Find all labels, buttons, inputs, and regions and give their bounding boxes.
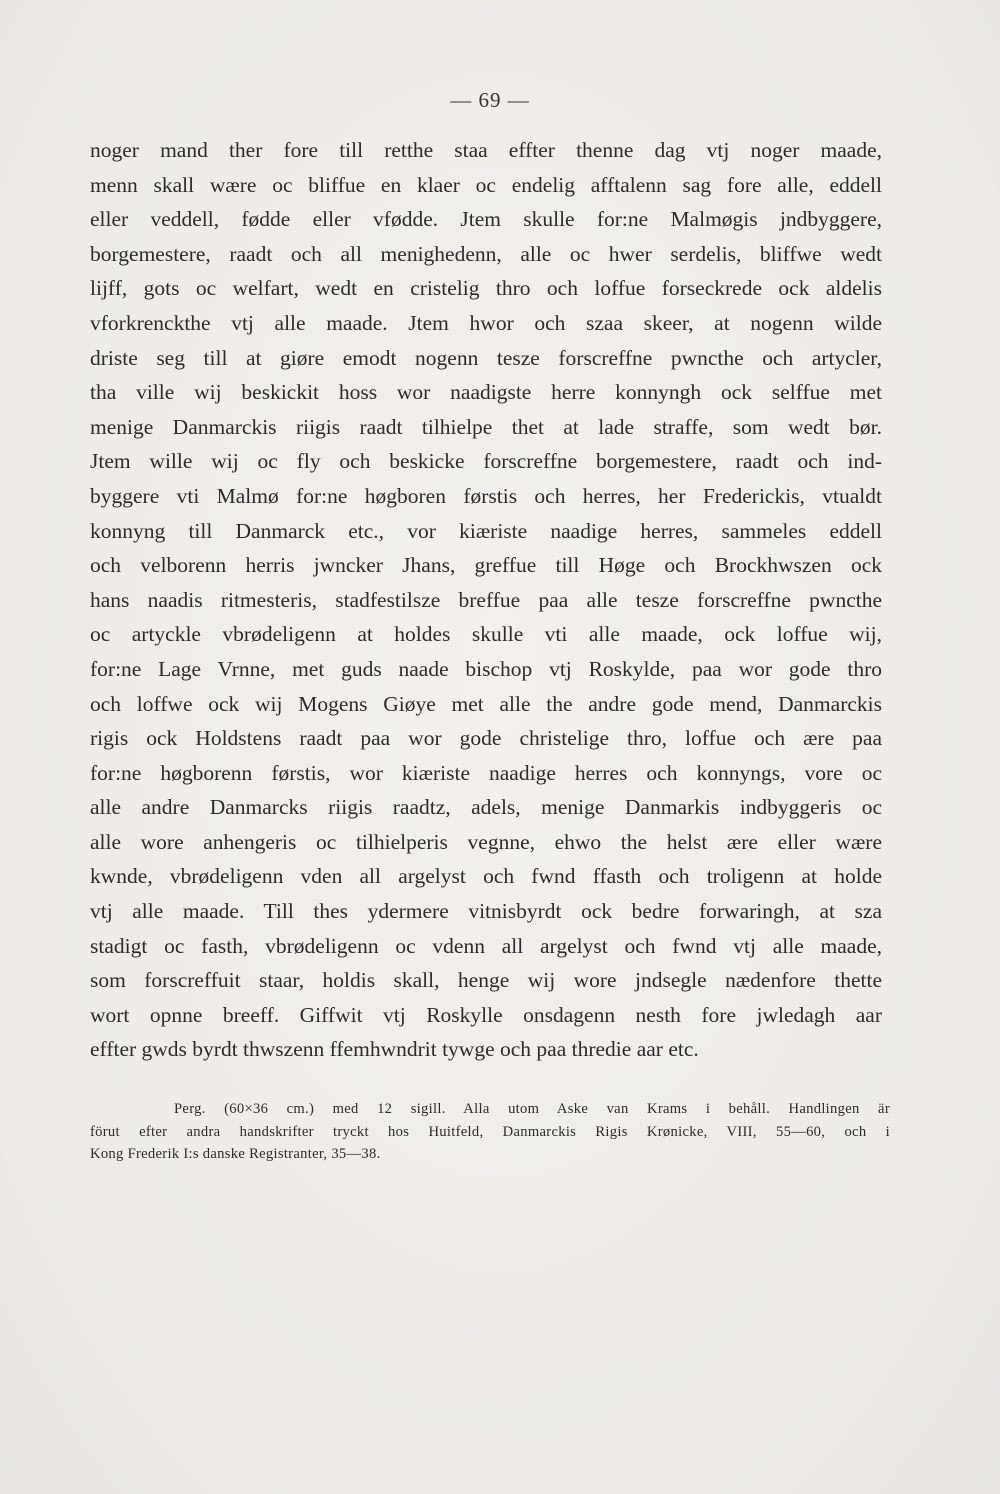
text-line: oc artyckle vbrødeligenn at holdes skulle vti alle maade, ock loffue wij,: [90, 622, 882, 647]
text-line: effter gwds byrdt thwszenn ffemhwndrit tywge och paa thredie aar etc.: [90, 1037, 699, 1062]
text-line: Jtem wille wij oc fly och beskicke forscreffne borgemestere, raadt och ind-: [90, 449, 882, 474]
body-text: [90, 133, 882, 1067]
text-line: tha ville wij beskickit hoss wor naadigste herre konnyngh ock selffue met: [90, 380, 882, 405]
text-line: menige Danmarckis riigis raadt tilhielpe thet at lade straffe, som wedt bør.: [90, 414, 882, 439]
text-line: vforkrenckthe vtj alle maade. Jtem hwor och szaa skeer, at nogenn wilde: [90, 310, 882, 335]
footnote-line: förut efter andra handskrifter tryckt hos Huitfeld, Danmarckis Rigis Krønicke, VIII, 55—60, och i: [90, 1123, 890, 1140]
text-line: konnyng till Danmarck etc., vor kiæriste naadige herres, sammeles eddell: [90, 518, 882, 543]
text-line: noger mand ther fore till retthe staa effter thenne dag vtj noger maade,: [90, 138, 882, 162]
text-line: stadigt oc fasth, vbrødeligenn oc vdenn all argelyst och fwnd vtj alle maade,: [90, 933, 882, 958]
text-line: eller veddell, fødde eller vfødde. Jtem skulle for:ne Malmøgis jndbyggere,: [90, 207, 882, 232]
page-number: — 69 —: [450, 88, 530, 112]
text-line: for:ne Lage Vrnne, met guds naade bischop vtj Roskylde, paa wor gode thro: [90, 656, 882, 681]
text-line: menn skall wære oc bliffue en klaer oc endelig afftalenn sag fore alle, eddell: [90, 172, 882, 197]
text-line: rigis ock Holdstens raadt paa wor gode christelige thro, loffue och ære paa: [90, 726, 882, 751]
text-line: kwnde, vbrødeligenn vden all argelyst och fwnd ffasth och troligenn at holde: [90, 864, 882, 889]
text-line: wort opnne breeff. Giffwit vtj Roskylle onsdagenn nesth fore jwledagh aar: [90, 1002, 882, 1027]
footnote-line: Perg. (60×36 cm.) med 12 sigill. Alla utom Aske van Krams i behåll. Handlingen är: [174, 1101, 890, 1117]
text-line: och velborenn herris jwncker Jhans, greffue till Høge och Brockhwszen ock: [90, 553, 882, 578]
text-line: vtj alle maade. Till thes ydermere vitnisbyrdt ock bedre forwaringh, at sza: [90, 899, 882, 924]
text-line: for:ne høgborenn førstis, wor kiæriste naadige herres och konnyngs, vore oc: [90, 760, 882, 785]
text-line: lijff, gots oc welfart, wedt en cristelig thro och loffue forseckrede ock aldelis: [90, 276, 882, 301]
text-line: driste seg till at giøre emodt nogenn tesze forscreffne pwncthe och artycler,: [90, 345, 882, 370]
text-line: som forscreffuit staar, holdis skall, henge wij wore jndsegle nædenfore thette: [90, 968, 882, 993]
text-line: hans naadis ritmesteris, stadfestilsze breffue paa alle tesze forscreffne pwncthe: [90, 587, 882, 612]
text-line: och loffwe ock wij Mogens Giøye met alle the andre gode mend, Danmarckis: [90, 691, 882, 716]
text-line: alle andre Danmarcks riigis raadtz, adels, menige Danmarkis indbyggeris oc: [90, 795, 882, 820]
text-line: alle wore anhengeris oc tilhielperis vegnne, ehwo the helst ære eller wære: [90, 829, 882, 854]
footnote-line: Kong Frederik I:s danske Registranter, 35—38.: [90, 1146, 381, 1162]
text-line: borgemestere, raadt och all menighedenn, alle oc hwer serdelis, bliffwe wedt: [90, 241, 882, 266]
text-line: byggere vti Malmø for:ne høgboren førstis och herres, her Frederickis, vtualdt: [90, 483, 882, 508]
footnote: [90, 1098, 890, 1166]
